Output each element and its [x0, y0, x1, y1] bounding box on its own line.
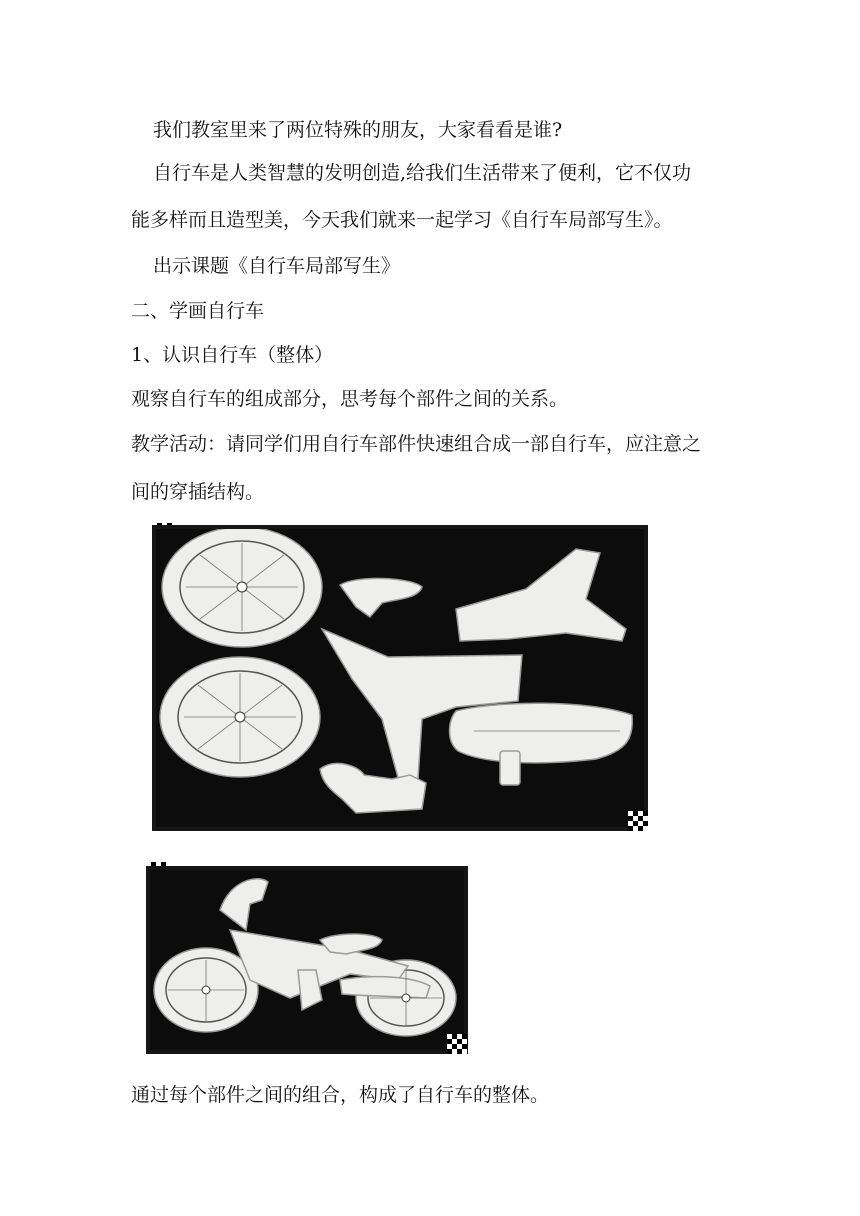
- paragraph-activity-line2: 间的穿插结构。: [131, 481, 265, 503]
- assembled-bicycle-photo: [146, 866, 468, 1054]
- paragraph-bicycle-line2: 能多样而且造型美，今天我们就来一起学习《自行车局部写生》。: [131, 209, 673, 231]
- paragraph-conclusion: 通过每个部件之间的组合，构成了自行车的整体。: [131, 1084, 550, 1106]
- paragraph-activity-line1: 教学活动：请同学们用自行车部件快速组合成一部自行车，应注意之: [131, 433, 702, 455]
- photo-corner-marker: [628, 811, 648, 831]
- section-heading: 二、学画自行车: [131, 300, 265, 322]
- photo-corner-marker: [447, 1034, 467, 1054]
- paragraph-bicycle-line1: 自行车是人类智慧的发明创造,给我们生活带来了便利，它不仅功: [153, 162, 692, 184]
- paragraph-observe: 观察自行车的组成部分，思考每个部件之间的关系。: [131, 388, 569, 410]
- subsection-heading: 1、认识自行车（整体）: [131, 344, 334, 366]
- bicycle-parts-photo: [152, 525, 648, 831]
- paragraph-intro: 我们教室里来了两位特殊的朋友，大家看看是谁?: [153, 119, 563, 141]
- paragraph-topic: 出示课题《自行车局部写生》: [153, 255, 401, 277]
